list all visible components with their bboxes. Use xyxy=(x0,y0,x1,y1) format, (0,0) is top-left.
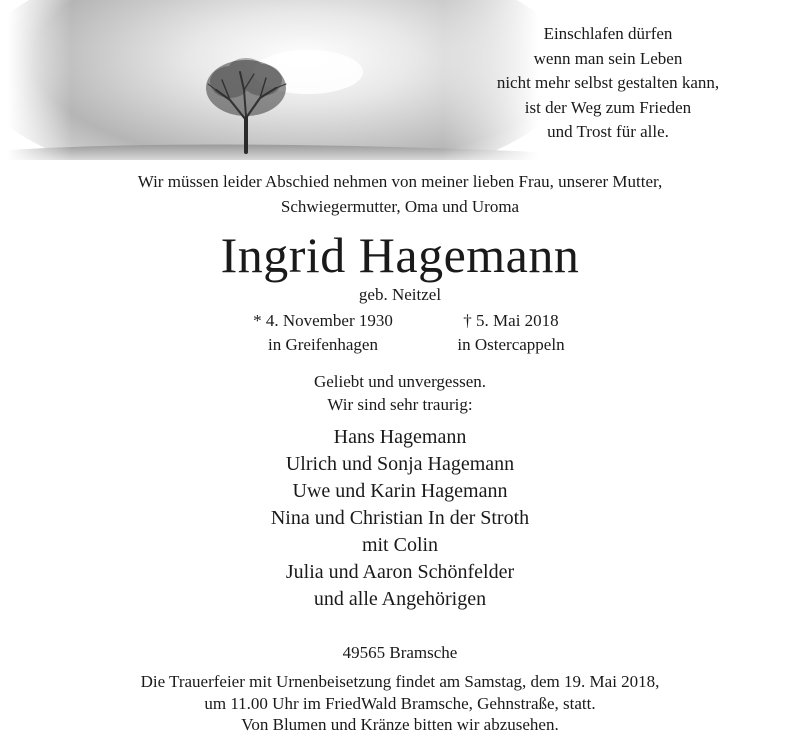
birth-date: * 4. November 1930 xyxy=(253,311,393,330)
service-line: Die Trauerfeier mit Urnenbeisetzung findet am Samstag, dem 19. Mai 2018, xyxy=(140,672,660,691)
deceased-name: Ingrid Hagemann xyxy=(220,227,580,283)
mourners-list xyxy=(0,424,800,613)
quote-line: Einschlafen dürfen xyxy=(543,24,673,43)
quote-line: und Trost für alle. xyxy=(547,122,669,141)
intro-text xyxy=(0,169,800,219)
death-place: in Ostercappeln xyxy=(457,335,565,354)
death-info xyxy=(436,309,586,357)
mourner-entry: und alle Angehörigen xyxy=(313,588,487,610)
service-info xyxy=(0,671,800,736)
mourning-text xyxy=(0,370,800,416)
quote-line: nicht mehr selbst gestalten kann, xyxy=(496,73,720,92)
born-name: geb. Neitzel xyxy=(358,285,442,304)
birth-place: in Greifenhagen xyxy=(268,335,378,354)
intro-line: Schwiegermutter, Oma und Uroma xyxy=(280,197,520,216)
mourner-entry: Uwe und Karin Hagemann xyxy=(292,480,508,502)
mourner-entry: Julia und Aaron Schönfelder xyxy=(285,561,515,583)
quote-line: wenn man sein Leben xyxy=(533,48,683,68)
mourner-entry: Hans Hagemann xyxy=(333,426,467,448)
birth-info xyxy=(228,309,418,357)
service-line: Von Blumen und Kränze bitten wir abzusehen. xyxy=(241,715,559,734)
service-line: um 11.00 Uhr im FriedWald Bramsche, Gehnstraße, statt. xyxy=(204,693,596,713)
mourner-entry: mit Colin xyxy=(361,534,439,556)
mourner-entry: Ulrich und Sonja Hagemann xyxy=(285,453,515,475)
mourning-line: Wir sind sehr traurig: xyxy=(327,395,473,414)
death-date: † 5. Mai 2018 xyxy=(463,311,559,330)
quote-line: ist der Weg zum Frieden xyxy=(524,97,692,117)
quote-block xyxy=(458,22,758,145)
mourner-entry: Nina und Christian In der Stroth xyxy=(270,507,530,529)
intro-line: Wir müssen leider Abschied nehmen von meiner lieben Frau, unserer Mutter, xyxy=(137,172,663,191)
mourning-line: Geliebt und unvergessen. xyxy=(313,372,486,391)
postcode-location: 49565 Bramsche xyxy=(342,643,458,662)
